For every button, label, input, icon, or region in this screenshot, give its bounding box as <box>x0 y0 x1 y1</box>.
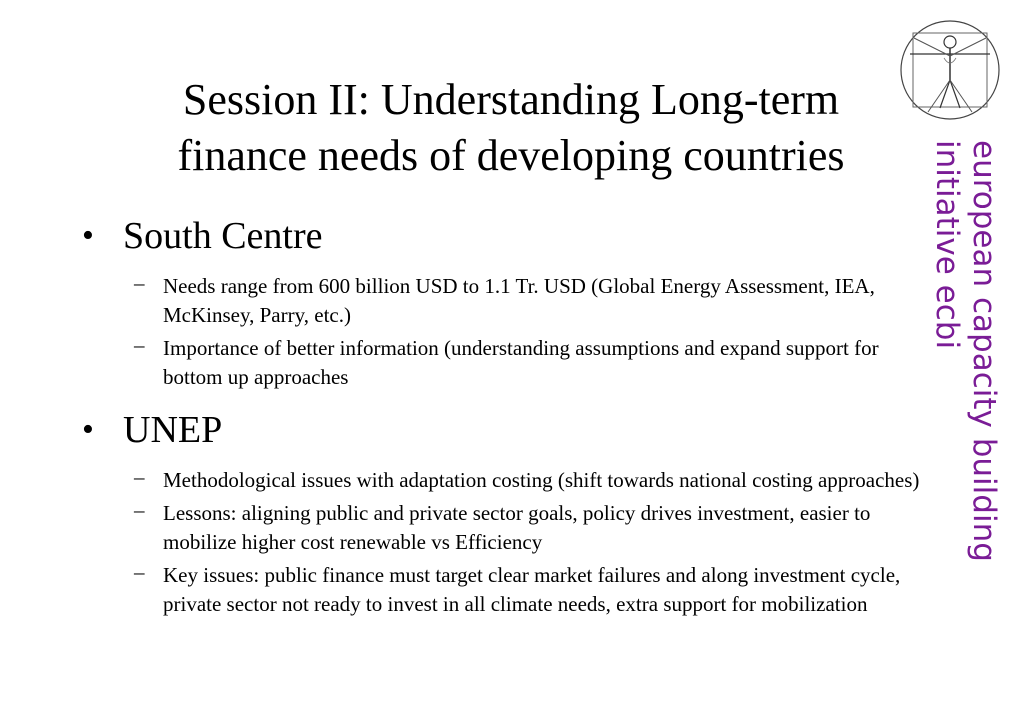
sub-list <box>123 466 942 619</box>
list-item-text: Key issues: public finance must target clear market failures and along investment cycle, private sector not ready to invest in all climate needs, extra support for mobilization <box>163 563 901 616</box>
vitruvian-man-icon <box>898 18 1002 122</box>
bullet-icon: • <box>82 411 94 448</box>
list-item <box>82 499 942 557</box>
list-item <box>82 561 942 619</box>
dash-icon: – <box>134 560 145 584</box>
brand-line-2: initiative ecbi <box>929 140 965 350</box>
section-heading: UNEP <box>123 409 223 451</box>
list-item <box>82 334 942 392</box>
dash-icon: – <box>134 498 145 522</box>
dash-icon: – <box>134 333 145 357</box>
section-heading: South Centre <box>123 215 323 257</box>
dash-icon: – <box>134 271 145 295</box>
bullet-icon: • <box>82 217 94 254</box>
brand-line-1: european capacity building <box>966 140 1002 562</box>
sub-list <box>123 272 942 392</box>
title-line-1: Session II: Understanding Long-term <box>182 75 840 124</box>
dash-icon: – <box>134 465 145 489</box>
list-item-text: Lessons: aligning public and private sector goals, policy drives investment, easier to mobilize higher cost renewable vs Efficiency <box>163 501 871 554</box>
list-item <box>82 272 942 330</box>
title-line-2: finance needs of developing countries <box>177 131 845 180</box>
section-unep <box>82 404 942 619</box>
section-south-centre <box>82 210 942 392</box>
list-item <box>82 466 942 495</box>
slide-content <box>82 210 942 623</box>
brand-text <box>928 140 1002 580</box>
list-item-text: Methodological issues with adaptation costing (shift towards national costing approaches) <box>163 468 920 492</box>
slide-title <box>100 72 922 184</box>
list-item-text: Importance of better information (understanding assumptions and expand support for bottom up approaches <box>163 336 879 389</box>
list-item-text: Needs range from 600 billion USD to 1.1 Tr. USD (Global Energy Assessment, IEA, McKinsey, Parry, etc.) <box>163 274 875 327</box>
ecbi-brand <box>912 140 1002 580</box>
